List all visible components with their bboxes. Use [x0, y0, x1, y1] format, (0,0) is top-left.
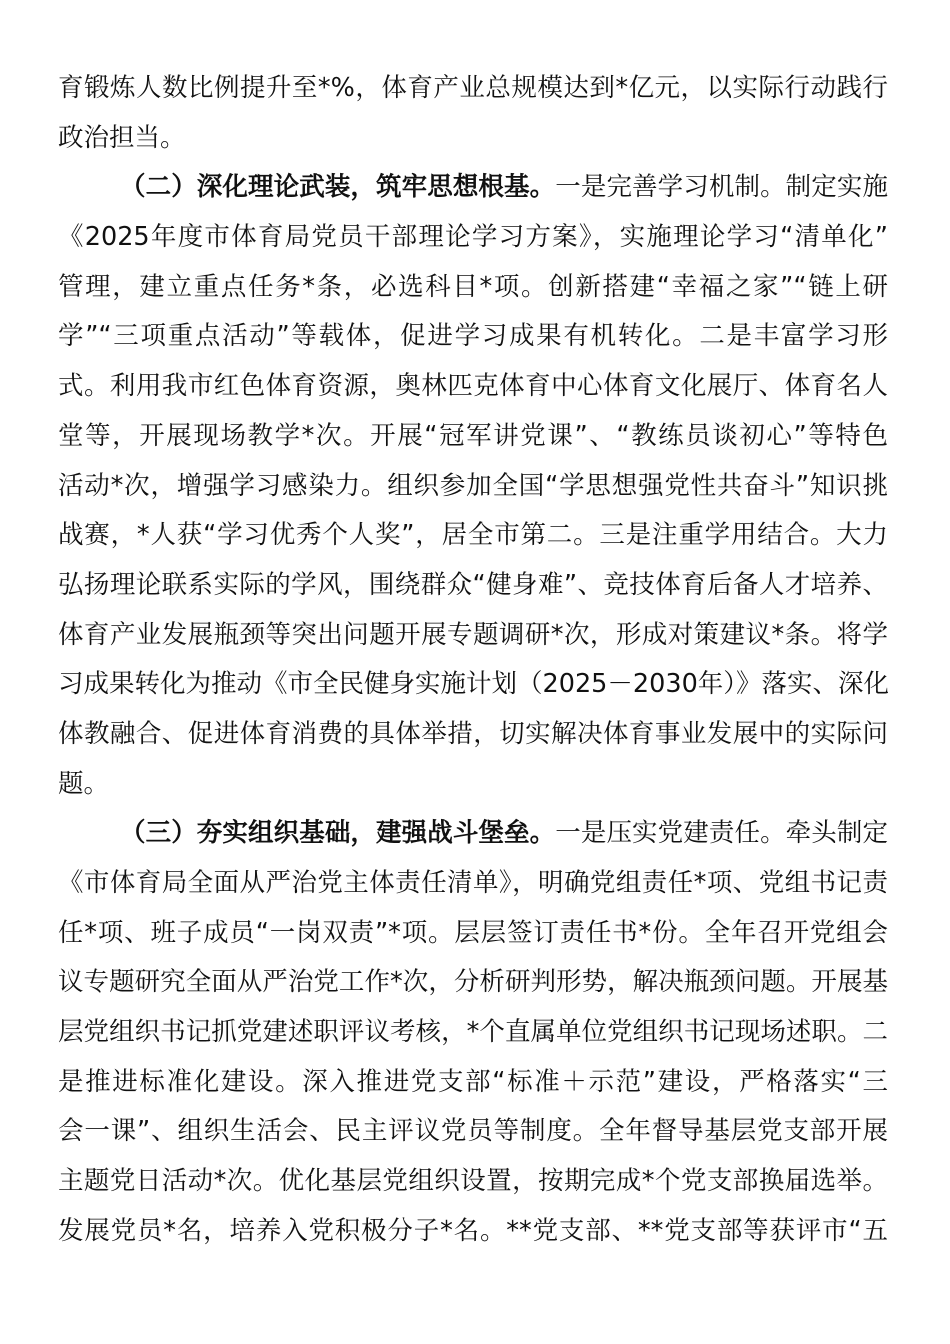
line-text: 发展党员*名，培养入党积极分子*名。**党支部、**党支部等获评市“五 — [58, 1215, 888, 1246]
text-line — [58, 515, 888, 565]
text-line — [58, 267, 888, 317]
text-line — [58, 1111, 888, 1161]
line-text: 习成果转化为推动《市全民健身实施计划（2025－2030年）》落实、深化 — [58, 669, 890, 700]
line-text: 议专题研究全面从严治党工作*次，分析研判形势，解决瓶颈问题。开展基 — [58, 967, 888, 998]
paragraph — [58, 68, 888, 167]
line-text: 《市体育局全面从严治党主体责任清单》，明确党组责任*项、党组书记责 — [58, 868, 888, 898]
text-line — [58, 1161, 888, 1211]
text-line — [58, 565, 888, 615]
text-line — [58, 813, 888, 863]
line-text: 会一课”、组织生活会、民主评议党员等制度。全年督导基层党支部开展 — [58, 1116, 888, 1147]
text-line — [58, 863, 888, 913]
line-text: 育锻炼人数比例提升至*%，体育产业总规模达到*亿元，以实际行动践行 — [58, 73, 888, 103]
text-line — [58, 68, 888, 118]
line-text: 式。利用我市红色体育资源，奥林匹克体育中心体育文化展厅、体育名人 — [58, 371, 888, 402]
text-line — [58, 416, 888, 466]
paragraph — [58, 167, 888, 813]
text-line — [58, 1062, 888, 1112]
text-line — [58, 664, 888, 714]
text-line — [58, 913, 888, 963]
section-heading: （二）深化理论武装，筑牢思想根基。 — [120, 172, 556, 203]
line-text: 弘扬理论联系实际的学风，围绕群众“健身难”、竞技体育后备人才培养、 — [58, 569, 888, 600]
line-text: 体教融合、促进体育消费的具体举措，切实解决体育事业发展中的实际问 — [58, 718, 888, 749]
text-line — [58, 962, 888, 1012]
line-text: 题。 — [58, 768, 110, 799]
text-line — [58, 714, 888, 764]
text-line — [58, 316, 888, 366]
text-line — [58, 1012, 888, 1062]
text-line — [58, 118, 888, 168]
line-text: 主题党日活动*次。优化基层党组织设置，按期完成*个党支部换届选举。 — [58, 1166, 888, 1197]
text-line — [58, 764, 888, 814]
line-text: 层党组织书记抓党建述职评议考核，*个直属单位党组织书记现场述职。二 — [58, 1017, 888, 1048]
line-text: 一是完善学习机制。制定实施 — [555, 172, 888, 203]
line-text: 任*项、班子成员“一岗双责”*项。层层签订责任书*份。全年召开党组会 — [58, 917, 888, 948]
text-line — [58, 366, 888, 416]
line-text: 战赛，*人获“学习优秀个人奖”，居全市第二。三是注重学用结合。大力 — [58, 520, 888, 551]
line-text: 管理，建立重点任务*条，必选科目*项。创新搭建“幸福之家”“链上研 — [58, 271, 888, 302]
line-text: 《2025年度市体育局党员干部理论学习方案》，实施理论学习“清单化” — [58, 222, 888, 253]
text-line — [58, 466, 888, 516]
line-text: 政治担当。 — [58, 122, 186, 153]
line-text: 活动*次，增强学习感染力。组织参加全国“学思想强党性共奋斗”知识挑 — [58, 470, 888, 501]
line-text: 堂等，开展现场教学*次。开展“冠军讲党课”、“教练员谈初心”等特色 — [58, 420, 888, 451]
document-page — [58, 68, 888, 1261]
section-heading: （三）夯实组织基础，建强战斗堡垒。 — [120, 818, 556, 849]
line-text: 学”“三项重点活动”等载体，促进学习成果有机转化。二是丰富学习形 — [58, 321, 888, 352]
text-line — [58, 217, 888, 267]
text-line — [58, 615, 888, 665]
line-text: 是推进标准化建设。深入推进党支部“标准＋示范”建设，严格落实“三 — [58, 1066, 888, 1097]
line-text: 体育产业发展瓶颈等突出问题开展专题调研*次，形成对策建议*条。将学 — [58, 619, 888, 650]
paragraph — [58, 813, 888, 1260]
text-line — [58, 167, 888, 217]
text-line — [58, 1211, 888, 1261]
line-text: 一是压实党建责任。牵头制定 — [555, 818, 888, 849]
